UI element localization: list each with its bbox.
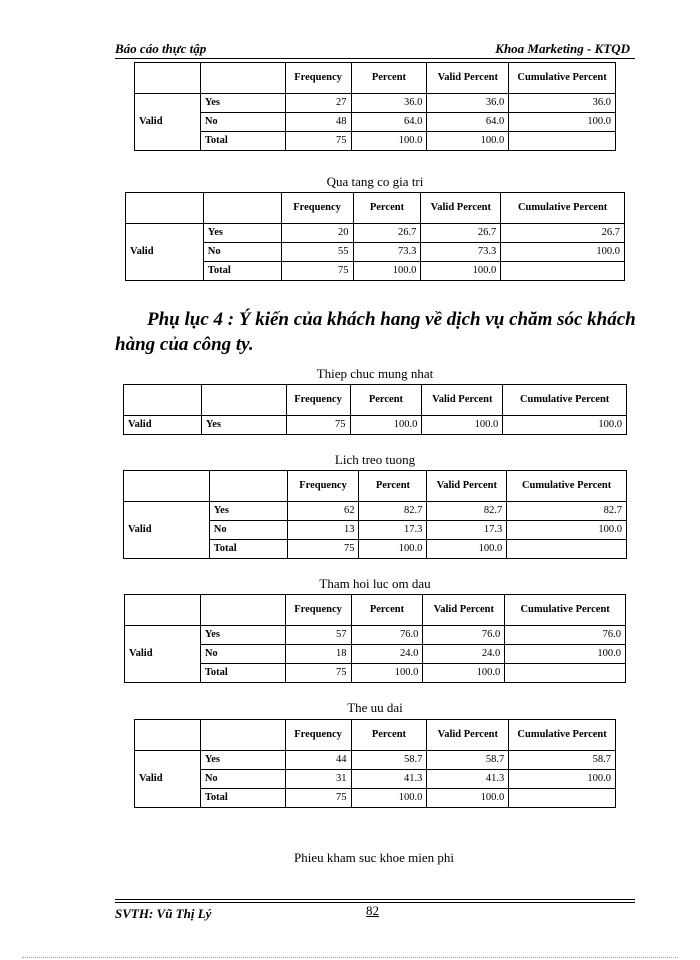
valid-percent-cell: 24.0 <box>423 645 505 664</box>
cumulative-percent-cell: 100.0 <box>501 243 625 262</box>
cumulative-percent-cell: 100.0 <box>505 645 626 664</box>
frequency-cell: 75 <box>287 540 359 559</box>
table-5 <box>124 594 626 683</box>
cumulative-percent-cell: 100.0 <box>503 416 627 435</box>
percent-cell: 100.0 <box>351 789 427 808</box>
col-percent: Percent <box>353 193 421 224</box>
valid-percent-cell: 100.0 <box>427 132 509 151</box>
table-header <box>135 720 616 751</box>
cumulative-percent-cell: 36.0 <box>509 94 616 113</box>
frequency-cell: 13 <box>287 521 359 540</box>
table-1 <box>134 62 616 151</box>
percent-cell: 100.0 <box>351 664 423 683</box>
appendix-heading-line-1: Phụ lục 4 : Ý kiến của khách hang về dịch vụ chăm sóc khách <box>147 309 636 330</box>
table-2 <box>125 192 625 281</box>
col-percent: Percent <box>351 595 423 626</box>
valid-percent-cell: 73.3 <box>421 243 501 262</box>
page-edge-divider <box>22 957 678 958</box>
table-row <box>125 645 626 664</box>
row-label: Total <box>200 789 285 808</box>
valid-label: Valid <box>124 416 202 435</box>
table-row <box>126 224 625 243</box>
percent-cell: 41.3 <box>351 770 427 789</box>
valid-percent-cell: 17.3 <box>427 521 507 540</box>
percent-cell: 73.3 <box>353 243 421 262</box>
row-label: Total <box>200 664 285 683</box>
cumulative-percent-cell <box>501 262 625 281</box>
frequency-cell: 27 <box>285 94 351 113</box>
valid-percent-cell: 26.7 <box>421 224 501 243</box>
frequency-cell: 31 <box>285 770 351 789</box>
valid-percent-cell: 58.7 <box>427 751 509 770</box>
valid-percent-cell: 64.0 <box>427 113 509 132</box>
table-4 <box>123 470 627 559</box>
valid-percent-cell: 76.0 <box>423 626 505 645</box>
valid-label: Valid <box>124 502 210 559</box>
row-label: Yes <box>200 94 285 113</box>
col-percent: Percent <box>359 471 427 502</box>
col-percent: Percent <box>350 385 422 416</box>
table-header <box>124 385 627 416</box>
table-header <box>125 595 626 626</box>
table-3-title: Thiep chuc mung nhat <box>316 366 434 381</box>
frequency-cell: 20 <box>281 224 353 243</box>
col-frequency: Frequency <box>285 720 351 751</box>
table-5-title: Tham hoi luc om dau <box>319 576 431 591</box>
cumulative-percent-cell: 100.0 <box>507 521 627 540</box>
percent-cell: 36.0 <box>351 94 427 113</box>
col-frequency: Frequency <box>281 193 353 224</box>
cumulative-percent-cell: 58.7 <box>509 751 616 770</box>
frequency-cell: 55 <box>281 243 353 262</box>
col-valid-percent: Valid Percent <box>427 471 507 502</box>
cumulative-percent-cell <box>507 540 627 559</box>
table-6 <box>134 719 616 808</box>
col-valid-percent: Valid Percent <box>423 595 505 626</box>
frequency-cell: 75 <box>285 664 351 683</box>
row-label: Yes <box>203 224 281 243</box>
table-header <box>124 471 627 502</box>
col-frequency: Frequency <box>285 595 351 626</box>
valid-percent-cell: 100.0 <box>427 789 509 808</box>
header-rule <box>115 58 635 59</box>
table-row <box>135 751 616 770</box>
table-row <box>125 626 626 645</box>
row-label: Yes <box>201 416 286 435</box>
table-row <box>125 664 626 683</box>
col-valid-percent: Valid Percent <box>427 720 509 751</box>
cumulative-percent-cell <box>509 789 616 808</box>
row-label: Total <box>200 132 285 151</box>
col-percent: Percent <box>351 63 427 94</box>
valid-percent-cell: 100.0 <box>423 664 505 683</box>
col-frequency: Frequency <box>286 385 350 416</box>
row-label: Yes <box>209 502 287 521</box>
row-label: No <box>200 645 285 664</box>
col-cumulative-percent: Cumulative Percent <box>501 193 625 224</box>
frequency-cell: 18 <box>285 645 351 664</box>
page-number: 82 <box>366 903 379 918</box>
table-row <box>135 94 616 113</box>
col-valid-percent: Valid Percent <box>421 193 501 224</box>
row-label: Yes <box>200 626 285 645</box>
percent-cell: 64.0 <box>351 113 427 132</box>
cumulative-percent-cell: 76.0 <box>505 626 626 645</box>
percent-cell: 76.0 <box>351 626 423 645</box>
col-frequency: Frequency <box>285 63 351 94</box>
footer-rule-top <box>115 899 635 900</box>
table-row <box>135 770 616 789</box>
percent-cell: 100.0 <box>350 416 422 435</box>
row-label: No <box>203 243 281 262</box>
table-7-title: Phieu kham suc khoe mien phi <box>294 850 454 865</box>
table-4-title: Lich treo tuong <box>334 452 416 467</box>
table-row <box>124 502 627 521</box>
frequency-cell: 75 <box>285 789 351 808</box>
frequency-cell: 62 <box>287 502 359 521</box>
row-label: No <box>200 770 285 789</box>
row-label: Yes <box>200 751 285 770</box>
percent-cell: 100.0 <box>359 540 427 559</box>
cumulative-percent-cell: 26.7 <box>501 224 625 243</box>
valid-label: Valid <box>126 224 204 281</box>
valid-label: Valid <box>135 751 201 808</box>
row-label: No <box>209 521 287 540</box>
valid-percent-cell: 41.3 <box>427 770 509 789</box>
table-row <box>135 132 616 151</box>
appendix-heading <box>115 307 645 357</box>
cumulative-percent-cell: 82.7 <box>507 502 627 521</box>
col-cumulative-percent: Cumulative Percent <box>509 63 616 94</box>
valid-label: Valid <box>135 94 201 151</box>
header-left: Báo cáo thực tập <box>115 41 207 56</box>
table-header <box>135 63 616 94</box>
table-header <box>126 193 625 224</box>
valid-percent-cell: 82.7 <box>427 502 507 521</box>
percent-cell: 58.7 <box>351 751 427 770</box>
col-valid-percent: Valid Percent <box>422 385 503 416</box>
valid-percent-cell: 100.0 <box>427 540 507 559</box>
frequency-cell: 57 <box>285 626 351 645</box>
valid-percent-cell: 36.0 <box>427 94 509 113</box>
appendix-heading-line-2: hàng của công ty. <box>115 334 254 355</box>
table-row <box>135 789 616 808</box>
col-frequency: Frequency <box>287 471 359 502</box>
frequency-cell: 75 <box>286 416 350 435</box>
table-3 <box>123 384 627 435</box>
table-row <box>135 113 616 132</box>
col-cumulative-percent: Cumulative Percent <box>505 595 626 626</box>
footer-author: SVTH: Vũ Thị Lý <box>115 906 212 921</box>
table-6-title: The uu dai <box>347 700 403 715</box>
frequency-cell: 48 <box>285 113 351 132</box>
cumulative-percent-cell <box>505 664 626 683</box>
percent-cell: 17.3 <box>359 521 427 540</box>
cumulative-percent-cell: 100.0 <box>509 113 616 132</box>
percent-cell: 82.7 <box>359 502 427 521</box>
table-row <box>124 416 627 435</box>
col-cumulative-percent: Cumulative Percent <box>503 385 627 416</box>
col-cumulative-percent: Cumulative Percent <box>507 471 627 502</box>
valid-percent-cell: 100.0 <box>422 416 503 435</box>
cumulative-percent-cell: 100.0 <box>509 770 616 789</box>
percent-cell: 24.0 <box>351 645 423 664</box>
cumulative-percent-cell <box>509 132 616 151</box>
percent-cell: 26.7 <box>353 224 421 243</box>
frequency-cell: 75 <box>281 262 353 281</box>
header-right: Khoa Marketing - KTQD <box>495 41 630 56</box>
col-cumulative-percent: Cumulative Percent <box>509 720 616 751</box>
frequency-cell: 75 <box>285 132 351 151</box>
valid-label: Valid <box>125 626 201 683</box>
row-label: Total <box>209 540 287 559</box>
col-percent: Percent <box>351 720 427 751</box>
row-label: Total <box>203 262 281 281</box>
valid-percent-cell: 100.0 <box>421 262 501 281</box>
row-label: No <box>200 113 285 132</box>
col-valid-percent: Valid Percent <box>427 63 509 94</box>
frequency-cell: 44 <box>285 751 351 770</box>
percent-cell: 100.0 <box>351 132 427 151</box>
table-2-title: Qua tang co gia tri <box>326 174 424 189</box>
percent-cell: 100.0 <box>353 262 421 281</box>
